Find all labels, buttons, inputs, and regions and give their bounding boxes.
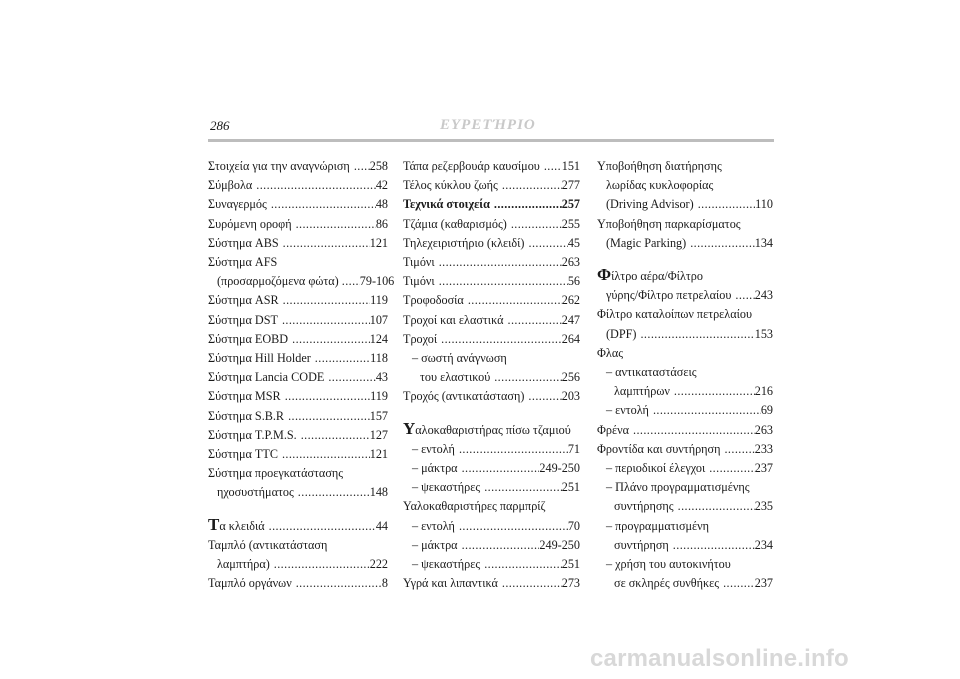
header-rule: [208, 139, 774, 142]
index-term: Φροντίδα και συντήρηση: [597, 441, 721, 456]
index-entry: [597, 344, 773, 363]
page-ref: 263: [561, 255, 580, 270]
page-ref: 157: [369, 408, 388, 423]
index-column-2: [403, 157, 580, 593]
index-entry: [208, 536, 388, 555]
index-term: Σύστημα T.P.M.S.: [208, 427, 297, 442]
dot-leader: [282, 445, 370, 464]
index-term: (Magic Parking): [606, 235, 687, 250]
index-term: γύρης/Φίλτρο πετρελαίου: [606, 288, 732, 303]
section-gap: [597, 253, 773, 267]
page-header: [208, 118, 773, 138]
dot-leader: [511, 215, 562, 234]
index-entry: [597, 363, 773, 382]
index-term: Σύστημα προεγκατάστασης: [208, 466, 344, 481]
index-entry: [208, 176, 388, 195]
page-ref: 44: [375, 518, 388, 533]
index-term: σε σκληρές συνθήκες: [614, 576, 720, 591]
index-term: – αντικαταστάσεις: [606, 365, 697, 380]
index-entry: [403, 215, 580, 234]
page-ref: 255: [561, 216, 580, 231]
page-ref: 121: [369, 447, 388, 462]
index-term: Σύστημα S.B.R: [208, 408, 285, 423]
index-term: Τηλεχειριστήριο (κλειδί): [403, 235, 525, 250]
page-ref: 148: [369, 485, 388, 500]
index-term: Συναγερμός: [208, 197, 267, 212]
dot-leader: [494, 195, 562, 214]
index-term: Σύστημα Lancia CODE: [208, 370, 325, 385]
dot-leader: [673, 536, 755, 555]
dot-leader: [544, 157, 562, 176]
index-term: – ψεκαστήρες: [412, 557, 481, 572]
index-entry: [403, 517, 580, 536]
index-term: Τροχός (αντικατάσταση): [403, 389, 525, 404]
page-ref: 127: [369, 427, 388, 442]
index-term: (DPF): [606, 326, 637, 341]
page-ref: 79-106: [359, 274, 395, 289]
index-entry: [403, 330, 580, 349]
dot-leader: [698, 195, 755, 214]
page-ref: 134: [754, 235, 773, 250]
dot-leader: [315, 349, 370, 368]
page-number: 286: [210, 118, 230, 133]
index-entry: [208, 311, 388, 330]
page-ref: 234: [754, 537, 773, 552]
page-ref: 216: [754, 384, 773, 399]
index-term: ηχοσυστήματος: [217, 485, 294, 500]
index-entry: [597, 421, 773, 440]
page-ref: 124: [369, 331, 388, 346]
index-term: – σωστή ανάγνωση: [412, 351, 507, 366]
index-entry: [403, 176, 580, 195]
index-term: Τιμόνι: [403, 274, 435, 289]
page-ref: 249-250: [539, 461, 580, 476]
page-ref: 119: [370, 389, 388, 404]
index-entry: [403, 478, 580, 497]
index-term: Τροφοδοσία: [403, 293, 464, 308]
index-entry: [403, 387, 580, 406]
dot-leader: [735, 286, 754, 305]
dot-leader: [354, 157, 370, 176]
dot-leader: [439, 272, 568, 291]
index-entry: [597, 555, 773, 574]
page-title: ΕΥΡΕΤΉΡΙΟ: [440, 117, 536, 133]
index-term: Υποβοήθηση διατήρησης: [597, 159, 722, 173]
watermark: carmanualsonline.info: [590, 645, 849, 672]
index-term: Σύστημα AFS: [208, 255, 278, 270]
index-term: Σύμβολα: [208, 178, 253, 193]
dot-leader: [288, 407, 370, 426]
index-term: Υγρά και λιπαντικά: [403, 576, 498, 591]
index-entry: [597, 157, 773, 176]
page-ref: 237: [754, 461, 773, 476]
page-ref: 222: [369, 557, 388, 572]
index-term: Τεχνικά στοιχεία: [403, 197, 490, 212]
index-term: Τροχοί και ελαστικά: [403, 312, 504, 327]
page-ref: 48: [375, 197, 388, 212]
index-entry: [597, 267, 773, 286]
page-ref: 251: [561, 480, 580, 495]
index-term: Τροχοί: [403, 331, 438, 346]
index-entry: [208, 157, 388, 176]
dot-leader: [459, 440, 568, 459]
dot-leader: [640, 325, 754, 344]
index-entry: [208, 253, 388, 272]
page-ref: 264: [561, 331, 580, 346]
page-ref: 107: [369, 312, 388, 327]
index-term: λαμπτήρων: [614, 384, 670, 399]
dot-leader: [296, 574, 382, 593]
section-initial: Φ: [597, 265, 612, 285]
page-ref: 235: [754, 499, 773, 514]
index-entry: [208, 291, 388, 310]
index-term: Υποβοήθηση παρκαρίσματος: [597, 216, 741, 231]
index-term: Ταμπλό οργάνων: [208, 576, 292, 591]
index-term: Φίλτρο καταλοίπων πετρελαίου: [597, 307, 753, 322]
dot-leader: [678, 497, 755, 516]
index-entry: [403, 311, 580, 330]
index-term: (προσαρμοζόμενα φώτα): [217, 274, 339, 289]
index-entry: [403, 368, 580, 387]
index-term: – Πλάνο προγραμματισμένης: [606, 480, 750, 495]
index-term: Σύστημα ABS: [208, 235, 279, 250]
page-ref: 257: [561, 197, 580, 212]
page-ref: 56: [567, 274, 580, 289]
index-entry: [208, 574, 388, 593]
index-entry: [403, 234, 580, 253]
index-term: λωρίδας κυκλοφορίας: [606, 178, 714, 193]
index-term: Τιμόνι: [403, 255, 435, 270]
index-entry: [597, 195, 773, 214]
index-term: Ταμπλό (αντικατάσταση: [208, 537, 328, 552]
index-entry: [597, 286, 773, 305]
index-term: Τάπα ρεζερβουάρ καυσίμου: [403, 159, 540, 173]
index-entry: [208, 215, 388, 234]
index-term: – εντολή: [412, 518, 455, 533]
dot-leader: [724, 440, 754, 459]
dot-leader: [283, 234, 370, 253]
index-term: Σύστημα DST: [208, 312, 278, 327]
index-entry: [403, 574, 580, 593]
page-ref: 277: [561, 178, 580, 193]
index-term: του ελαστικού: [420, 370, 491, 385]
index-term: Σύστημα TTC: [208, 447, 278, 462]
index-entry: [597, 517, 773, 536]
dot-leader: [282, 311, 370, 330]
page-ref: 262: [561, 293, 580, 308]
index-entry: [403, 497, 580, 516]
index-entry: [208, 514, 388, 536]
index-term: Φλας: [597, 345, 624, 360]
index-entry: [403, 440, 580, 459]
dot-leader: [690, 234, 755, 253]
section-gap: [403, 407, 580, 421]
index-entry: [208, 368, 388, 387]
dot-leader: [674, 382, 755, 401]
index-column-1: [208, 157, 395, 593]
index-entry: [597, 440, 773, 459]
dot-leader: [653, 401, 761, 420]
index-term: – ψεκαστήρες: [412, 480, 481, 495]
index-entry: [403, 459, 580, 478]
index-term: – χρήση του αυτοκινήτου: [606, 557, 731, 572]
index-entry: [208, 555, 388, 574]
index-entry: [597, 478, 773, 497]
dot-leader: [439, 253, 562, 272]
section-gap: [208, 503, 388, 517]
dot-leader: [296, 215, 376, 234]
index-entry: [208, 387, 388, 406]
page-ref: 121: [369, 235, 388, 250]
dot-leader: [271, 195, 376, 214]
index-entry: [208, 349, 388, 368]
dot-leader: [328, 368, 376, 387]
index-term: – περιοδικοί έλεγχοι: [606, 461, 706, 476]
index-term: (Driving Advisor): [606, 197, 694, 212]
dot-leader: [484, 555, 562, 574]
dot-leader: [298, 483, 370, 502]
index-entry: [403, 555, 580, 574]
page-ref: 45: [567, 235, 580, 250]
section-initial: Τ: [208, 514, 220, 534]
index-term: Σύστημα MSR: [208, 389, 281, 404]
index-entry: [597, 536, 773, 555]
page-ref: 258: [369, 159, 388, 173]
index-entry: [597, 176, 773, 195]
page-ref: 110: [755, 197, 773, 212]
page-ref: 119: [370, 293, 388, 308]
dot-leader: [508, 311, 562, 330]
page-ref: 42: [375, 178, 388, 193]
dot-leader: [292, 330, 370, 349]
page-ref: 237: [754, 576, 773, 591]
index-term: – μάκτρα: [412, 537, 458, 552]
page-ref: 69: [760, 403, 773, 418]
index-term: Υαλοκαθαριστήρας πίσω τζαμιού: [403, 418, 571, 438]
index-entry: [403, 536, 580, 555]
page-ref: 43: [375, 370, 388, 385]
index-term: Σύστημα EOBD: [208, 331, 289, 346]
dot-leader: [494, 368, 561, 387]
index-term: Τα κλειδιά: [208, 514, 265, 534]
index-entry: [597, 574, 773, 593]
index-entry: [208, 426, 388, 445]
index-entry: [597, 215, 773, 234]
index-entry: [403, 291, 580, 310]
index-entry: [597, 382, 773, 401]
page-ref: 71: [567, 441, 580, 456]
page-ref: 249-250: [539, 537, 580, 552]
index-entry: [597, 459, 773, 478]
page-ref: 86: [375, 216, 388, 231]
dot-leader: [283, 291, 371, 310]
index-entry: [208, 464, 388, 483]
dot-leader: [484, 478, 562, 497]
dot-leader: [723, 574, 755, 593]
dot-leader: [529, 234, 568, 253]
index-term: Τέλος κύκλου ζωής: [403, 178, 498, 193]
index-column-3: [597, 157, 773, 593]
index-entry: [403, 157, 580, 176]
index-entry: [208, 407, 388, 426]
index-entry: [208, 234, 388, 253]
dot-leader: [633, 421, 755, 440]
dot-leader: [342, 272, 360, 291]
dot-leader: [301, 426, 370, 445]
index-entry: [208, 483, 388, 502]
index-term: Φρένα: [597, 422, 630, 437]
index-entry: [208, 330, 388, 349]
dot-leader: [256, 176, 376, 195]
index-term: Τζάμια (καθαρισμός): [403, 216, 507, 231]
index-entry: [403, 418, 580, 440]
index-term: Υαλοκαθαριστήρες παρμπρίζ: [403, 499, 546, 514]
dot-leader: [709, 459, 754, 478]
page-ref: 70: [567, 518, 580, 533]
index-term: Σύστημα Hill Holder: [208, 351, 311, 366]
page-ref: 8: [381, 576, 388, 591]
index-term: συντήρηση: [614, 537, 669, 552]
dot-leader: [468, 291, 562, 310]
index-term: – εντολή: [412, 441, 455, 456]
index-entry: [208, 272, 395, 291]
page-ref: 247: [561, 312, 580, 327]
page-ref: 203: [561, 389, 580, 404]
index-term: – μάκτρα: [412, 461, 458, 476]
index-entry: [597, 401, 773, 420]
index-entry: [403, 349, 580, 368]
page-ref: 273: [561, 576, 580, 591]
index-term: Φίλτρο αέρα/Φίλτρο: [597, 265, 703, 285]
page-ref: 256: [561, 370, 580, 385]
index-term: – προγραμματισμένη: [606, 518, 710, 533]
page-ref: 118: [370, 351, 388, 366]
dot-leader: [269, 517, 376, 536]
page-ref: 263: [754, 422, 773, 437]
page-ref: 151: [561, 159, 580, 173]
dot-leader: [285, 387, 370, 406]
page-ref: 153: [754, 326, 773, 341]
dot-leader: [274, 555, 370, 574]
dot-leader: [441, 330, 562, 349]
index-entry: [403, 195, 580, 214]
index-term: λαμπτήρα): [217, 557, 270, 572]
index-entry: [403, 272, 580, 291]
index-entry: [208, 445, 388, 464]
dot-leader: [459, 517, 568, 536]
dot-leader: [462, 459, 540, 478]
page-ref: 251: [561, 557, 580, 572]
index-entry: [597, 234, 773, 253]
index-term: Στοιχεία για την αναγνώριση: [208, 159, 350, 173]
dot-leader: [502, 574, 562, 593]
index-term: συντήρησης: [614, 499, 674, 514]
index-entry: [597, 325, 773, 344]
index-term: – εντολή: [606, 403, 649, 418]
index-entry: [597, 497, 773, 516]
index-entry: [597, 305, 773, 324]
index-term: Συρόμενη οροφή: [208, 216, 292, 231]
section-initial: Υ: [403, 418, 416, 438]
dot-leader: [462, 536, 540, 555]
page-ref: 243: [754, 288, 773, 303]
dot-leader: [502, 176, 562, 195]
dot-leader: [528, 387, 561, 406]
index-entry: [403, 253, 580, 272]
index-entry: [208, 195, 388, 214]
page-ref: 233: [754, 441, 773, 456]
index-term: Σύστημα ASR: [208, 293, 279, 308]
